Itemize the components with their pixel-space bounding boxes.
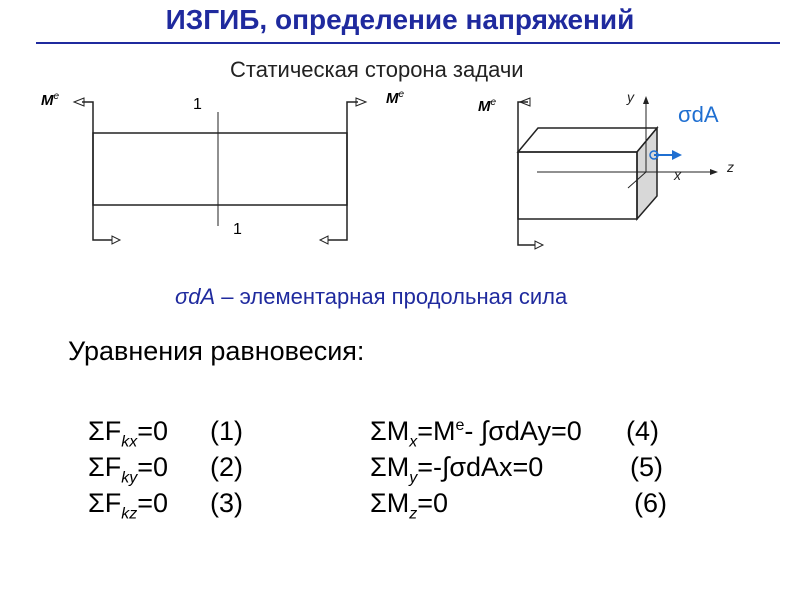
section-label-top: 1 — [193, 96, 202, 113]
block-top-face — [518, 128, 657, 152]
subtitle: Статическая сторона задачи — [230, 57, 524, 82]
right-moment-bracket — [328, 102, 358, 240]
equation-2: $\Sigma F_{ky}=0$ (2) — [88, 452, 243, 487]
right-moment-arrow-bottom — [320, 236, 328, 244]
moment-label-left: Me — [41, 91, 60, 109]
section-label-bottom: 1 — [233, 221, 242, 238]
equation-5: $\Sigma M_y=-\int\sigma dAx=0$ (5) — [370, 452, 663, 487]
force-label: σdA — [678, 102, 719, 127]
block-moment-bracket — [518, 102, 535, 245]
axis-label-z: z — [727, 159, 734, 175]
moment-label-block: Me — [478, 97, 497, 115]
equation-4: $\Sigma M_x=M^e-$ ∫σdAy=0 (4) — [370, 416, 659, 451]
axis-label-x: x — [674, 167, 681, 183]
definition-line — [175, 284, 567, 310]
block-side-face — [637, 128, 657, 219]
left-moment-bracket — [82, 102, 112, 240]
axis-label-y: y — [627, 89, 634, 105]
force-arrow-head — [672, 150, 682, 160]
page-title: ИЗГИБ, определение напряжений — [165, 4, 635, 35]
block-moment-arrow-bottom — [535, 241, 543, 249]
block-front-face — [518, 152, 637, 219]
equation-6: $\Sigma M_z=0$ (6) — [370, 488, 667, 523]
y-axis-arrow — [643, 96, 649, 104]
beam-rect — [93, 133, 347, 205]
left-moment-arrow-bottom — [112, 236, 120, 244]
definition-text: – элементарная продольная сила — [215, 284, 568, 309]
equation-3: $\Sigma F_{kz}=0$ (3) — [88, 488, 243, 523]
moment-label-right: Me — [386, 89, 405, 107]
equations-heading: Уравнения равновесия: — [68, 336, 365, 366]
definition-symbol: σdA — [175, 284, 216, 309]
equation-1: $\Sigma F_{kx}=0$ (1) — [88, 416, 243, 451]
z-axis-arrow — [710, 169, 718, 175]
